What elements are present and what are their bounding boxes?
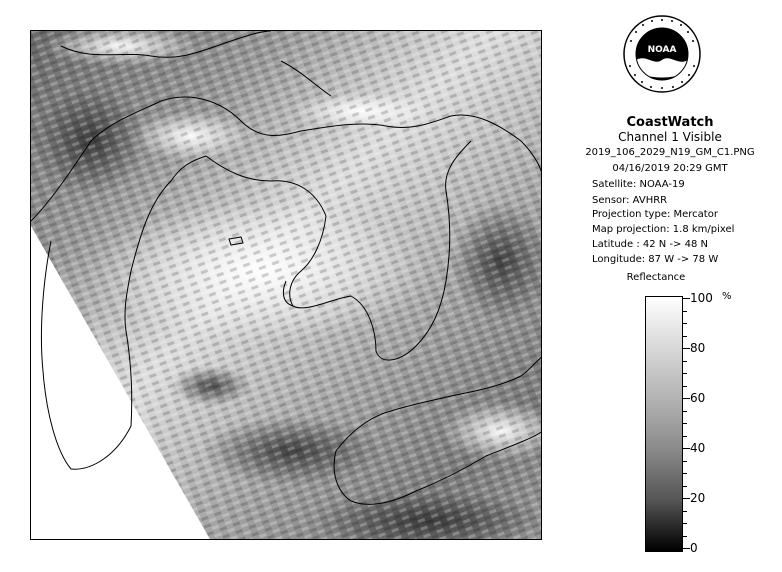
logo-text: NOAA [647,45,677,55]
colorbar-tick [683,536,687,537]
noaa-logo [622,14,702,94]
colorbar-tick-label: 0 [690,541,698,555]
colorbar-tick-label: 20 [690,491,706,505]
colorbar-tick-label: 100 [690,291,713,305]
colorbar-tick-label: 60 [690,391,706,405]
colorbar-tick [683,436,687,437]
colorbar-title: Reflectance [626,272,686,283]
colorbar-tick [683,323,687,324]
colorbar-tick [683,398,690,399]
map-projection-label: Map projection: 1.8 km/pixel [592,224,735,235]
colorbar-tick-label: 80 [690,341,706,355]
colorbar-tick [683,298,690,299]
colorbar-tick [683,386,687,387]
colorbar-tick [683,523,687,524]
colorbar-tick [683,486,687,487]
sensor-label: Sensor: AVHRR [592,195,668,206]
colorbar-tick [683,498,690,499]
colorbar-unit: % [722,291,732,302]
colorbar-tick [683,461,687,462]
satellite-label: Satellite: NOAA-19 [592,179,685,190]
product-title: CoastWatch [626,115,714,130]
colorbar [645,296,683,552]
colorbar-tick [683,448,690,449]
colorbar-tick-label: 40 [690,441,706,455]
colorbar-tick [683,511,687,512]
projection-type-label: Projection type: Mercator [592,209,718,220]
satellite-map-svg [31,31,542,540]
channel-label: Channel 1 Visible [618,130,722,144]
colorbar-tick [683,361,687,362]
filename-label: 2019_106_2029_N19_GM_C1.PNG [585,147,755,158]
colorbar-tick [683,373,687,374]
datetime-label: 04/16/2019 20:29 GMT [612,163,728,174]
longitude-label: Longitude: 87 W -> 78 W [592,254,719,265]
colorbar-tick [683,548,690,549]
latitude-label: Latitude : 42 N -> 48 N [592,239,708,250]
colorbar-tick [683,336,687,337]
colorbar-tick [683,473,687,474]
satellite-image [30,30,542,540]
imagery-swath [31,31,542,540]
colorbar-tick [683,348,690,349]
colorbar-tick [683,411,687,412]
colorbar-tick [683,311,687,312]
colorbar-tick [683,423,687,424]
